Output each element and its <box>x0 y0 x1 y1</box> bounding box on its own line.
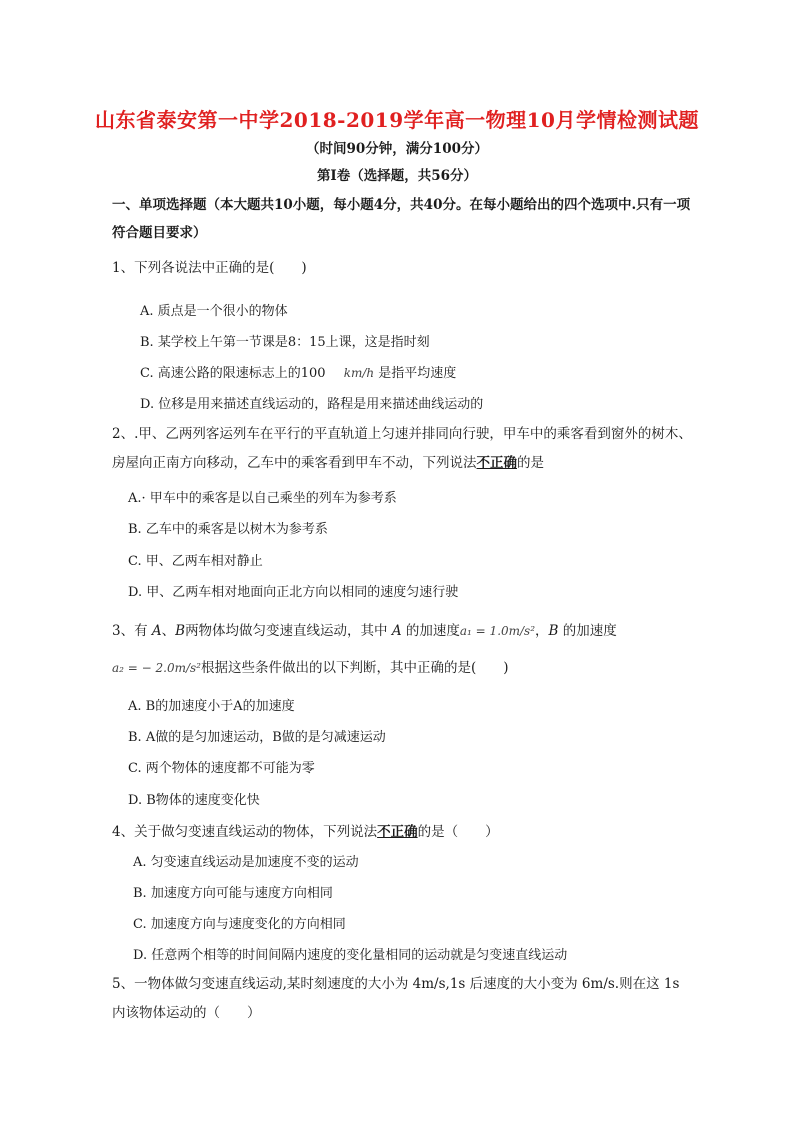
question-3-var-b2: B <box>548 623 559 639</box>
question-3-var-a2: A <box>391 623 402 639</box>
question-2-option-c: C. 甲、乙两车相对静止 <box>128 554 263 569</box>
question-2-option-d: D. 甲、乙两车相对地面向正北方向以相同的速度匀速行驶 <box>128 585 459 600</box>
question-2-option-a: A.· 甲车中的乘客是以自己乘坐的列车为参考系 <box>128 491 397 506</box>
question-2-stem-tail: 的是 <box>517 455 544 471</box>
question-1-option-c <box>140 362 456 381</box>
question-3-text-1: 3、有 <box>112 623 152 639</box>
question-1-stem: 1、下列各说法中正确的是( ) <box>112 260 307 276</box>
question-4-option-b: B. 加速度方向可能与速度方向相同 <box>133 886 333 901</box>
question-3-text-4: 的加速度 <box>401 623 460 639</box>
question-3-equation-a2: a₂ = − 2.0m/s² <box>112 661 201 675</box>
question-1-option-b: B. 某学校上午第一节课是8：15上课，这是指时刻 <box>140 335 430 350</box>
part-heading: 第I卷（选择题，共56分） <box>316 168 478 184</box>
question-2-stem <box>112 420 692 478</box>
question-1-option-c-unit: km/h <box>343 366 375 380</box>
question-4-stem-text: 4、关于做匀变速直线运动的物体，下列说法 <box>112 824 378 840</box>
question-3-var-a: A <box>151 623 162 639</box>
question-3-text-5: ， <box>535 623 549 639</box>
question-4-stem <box>112 820 499 840</box>
question-3-option-a: A. B的加速度小于A的加速度 <box>128 699 295 714</box>
question-1-option-c-tail: 是指平均速度 <box>378 366 457 381</box>
question-3-stem-line2 <box>112 656 509 676</box>
question-3-stem-line1 <box>112 619 617 639</box>
question-4-option-c: C. 加速度方向与速度变化的方向相同 <box>133 917 346 932</box>
time-note: （时间90分钟，满分100分） <box>306 141 488 157</box>
question-2-stem-text: 2、.甲、乙两列客运列车在平行的平直轨道上匀速并排同向行驶，甲车中的乘客看到窗外的树木、房屋向正南方向移动，乙车中的乘客看到甲车不动，下列说法 <box>112 426 692 471</box>
question-2-option-b: B. 乙车中的乘客是以树木为参考系 <box>128 522 328 537</box>
page-title: 山东省泰安第一中学2018-2019学年高一物理10月学情检测试题 <box>95 108 699 132</box>
question-4-option-a: A. 匀变速直线运动是加速度不变的运动 <box>133 855 359 870</box>
question-3-text-6: 的加速度 <box>558 623 617 639</box>
question-3-option-b: B. A做的是匀加速运动，B做的是匀减速运动 <box>128 730 386 745</box>
question-1-option-a: A. 质点是一个很小的物体 <box>140 304 288 319</box>
question-3-var-b: B <box>175 623 186 639</box>
question-3-text-3: 两物体均做匀变速直线运动，其中 <box>185 623 392 639</box>
question-3-equation-a1: a₁ = 1.0m/s² <box>459 624 536 638</box>
question-4-stem-tail: 的是（ ） <box>417 824 499 840</box>
question-3-text-2: 、 <box>161 623 176 639</box>
question-3-option-c: C. 两个物体的速度都不可能为零 <box>128 761 315 776</box>
section-heading: 一、单项选择题（本大题共10小题，每小题4分，共40分。在每小题给出的四个选项中.只有一项符合题目要求） <box>112 197 691 241</box>
question-4-stem-emphasis: 不正确 <box>377 824 418 840</box>
question-2-stem-emphasis: 不正确 <box>476 455 517 471</box>
question-4-option-d: D. 任意两个相等的时间间隔内速度的变化量相同的运动就是匀变速直线运动 <box>133 948 568 963</box>
question-3-text-7: 根据这些条件做出的以下判断，其中正确的是( ) <box>201 660 509 676</box>
question-3-option-d: D. B物体的速度变化快 <box>128 793 260 808</box>
question-5-stem: 5、一物体做匀变速直线运动,某时刻速度的大小为 4m/s,1s 后速度的大小变为 6m/s.则在这 1s 内该物体运动的（ ） <box>112 976 680 1021</box>
question-1-option-d: D. 位移是用来描述直线运动的，路程是用来描述曲线运动的 <box>140 397 484 412</box>
question-1-option-c-text: C. 高速公路的限速标志上的100 <box>140 366 326 381</box>
